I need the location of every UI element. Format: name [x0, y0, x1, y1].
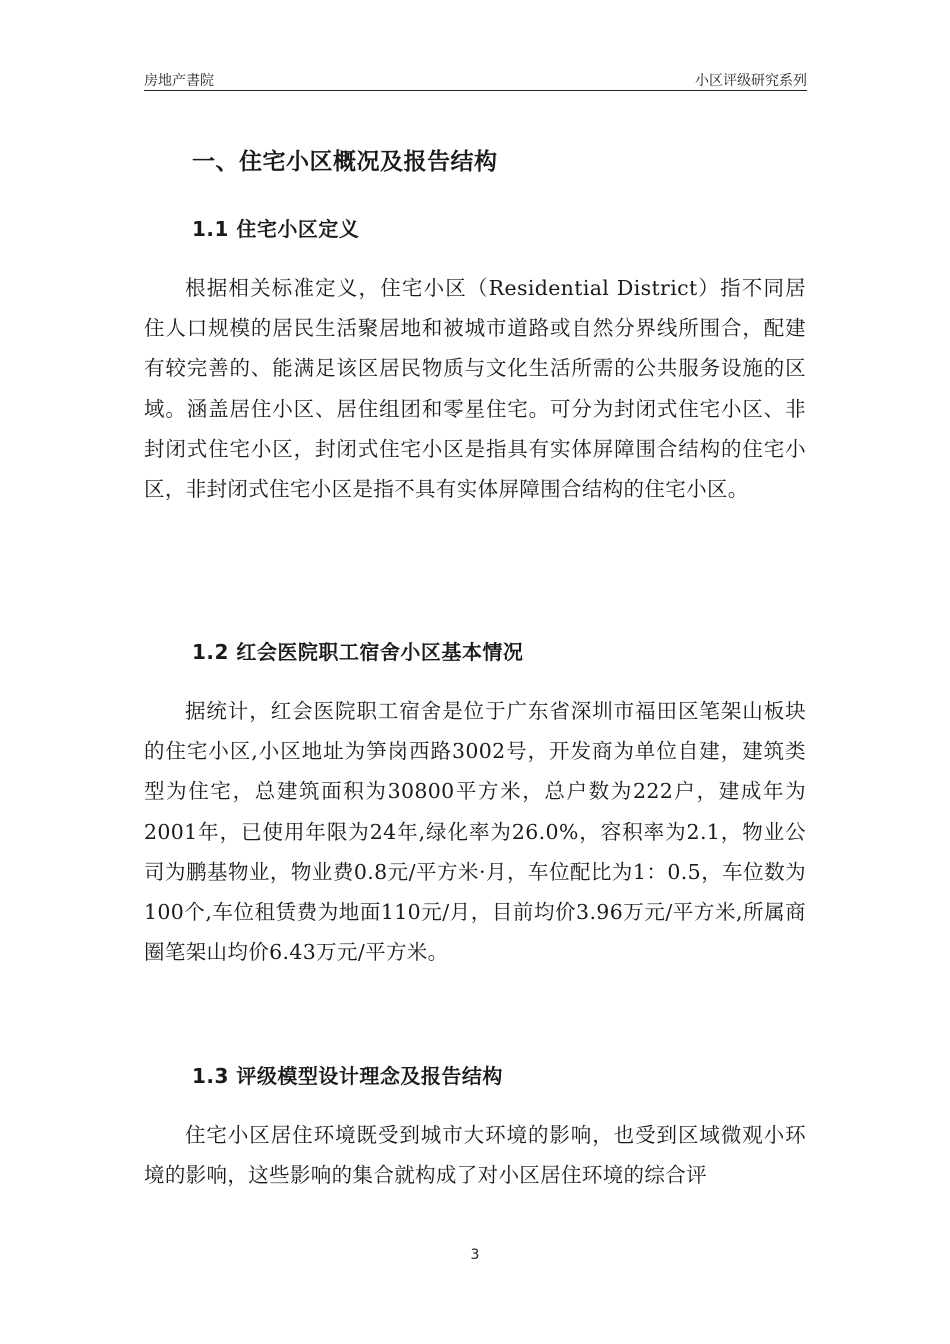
section-heading-1-3: 1.3 评级模型设计理念及报告结构	[192, 1064, 503, 1088]
section-paragraph-1-3: 住宅小区居住环境既受到城市大环境的影响，也受到区域微观小环境的影响，这些影响的集合就构成了对小区居住环境的综合评	[144, 1123, 806, 1188]
header-right-text: 小区评级研究系列	[695, 73, 807, 89]
header-left-text: 房地产書院	[144, 73, 214, 89]
page-header	[144, 66, 807, 91]
section-heading-1-2: 1.2 红会医院职工宿舍小区基本情况	[192, 640, 524, 664]
section-paragraph-1-2: 据统计，红会医院职工宿舍是位于广东省深圳市福田区笔架山板块的住宅小区,小区地址为笋岗西路3002号，开发商为单位自建，建筑类型为住宅，总建筑面积为30800平方米，总户数为222户，建成年为2001年，已使用年限为24年,绿化率为26.0%，容积率为2.1，物业公司为鹏基物业，物业费0.8元/平方米·月，车位配比为1：0.5，车位数为100个,车位租赁费为地面110元/月，目前均价3.96万元/平方米,所属商圈笔架山均价6.43万元/平方米。	[144, 699, 806, 965]
page-number: 3	[470, 1247, 480, 1263]
section-paragraph-1-1: 根据相关标准定义，住宅小区（Residential District）指不同居住人口规模的居民生活聚居地和被城市道路或自然分界线所围合，配建有较完善的、能满足该区居民物质与文化生活所需的公共服务设施的区域。涵盖居住小区、居住组团和零星住宅。可分为封闭式住宅小区、非封闭式住宅小区，封闭式住宅小区是指具有实体屏障围合结构的住宅小区，非封闭式住宅小区是指不具有实体屏障围合结构的住宅小区。	[144, 276, 806, 502]
chapter-title: 一、住宅小区概况及报告结构	[192, 149, 498, 175]
section-heading-1-1: 1.1 住宅小区定义	[192, 217, 360, 241]
